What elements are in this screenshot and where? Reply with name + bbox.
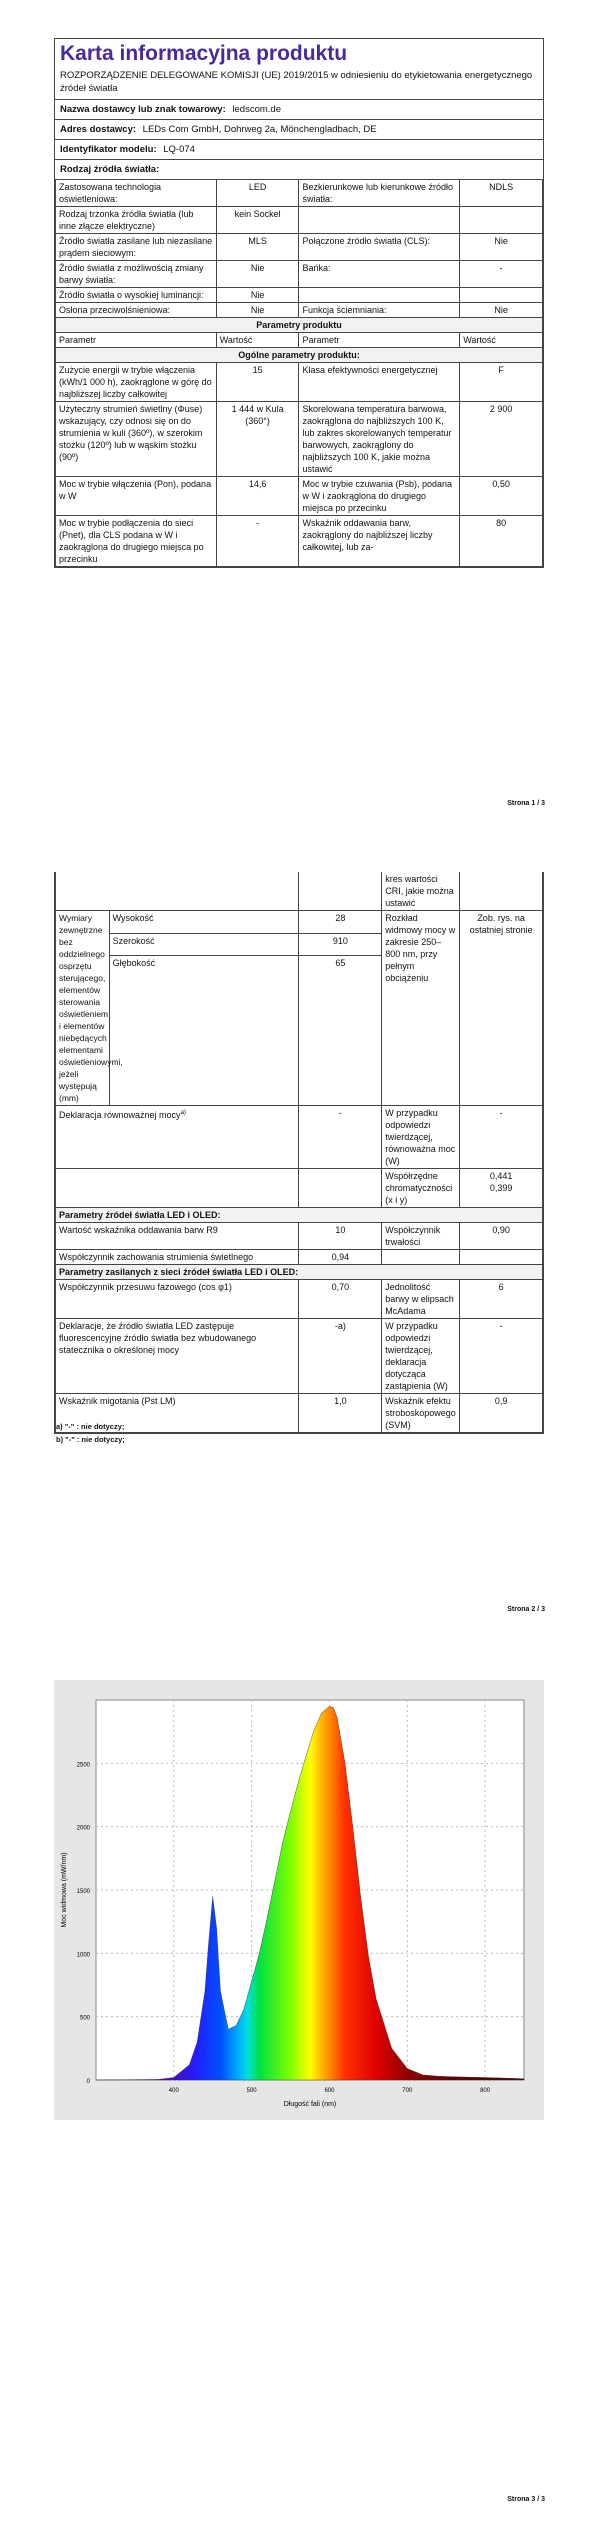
x-tick-label: 500 <box>246 2088 257 2094</box>
page-number: Strona 1 / 3 <box>507 800 545 807</box>
col-param-header-2: Parametr <box>299 333 460 348</box>
param-value: Nie <box>216 288 299 303</box>
x-tick-label: 400 <box>168 2088 179 2094</box>
param-value: MLS <box>216 234 299 261</box>
param-label: Jednolitość barwy w elipsach McAdama <box>382 1280 460 1319</box>
table-row <box>56 477 543 516</box>
page-number: Strona 2 / 3 <box>507 1606 545 1613</box>
model-value: LQ-074 <box>163 144 195 155</box>
param-label <box>299 207 460 234</box>
param-value: 0,50 <box>460 477 543 516</box>
footnote-a: a) "-" : nie dotyczy; <box>56 1422 125 1431</box>
page-2 <box>0 860 595 1650</box>
param-label <box>299 288 460 303</box>
footnotes <box>56 1420 125 1446</box>
supplier-row <box>55 100 543 120</box>
param-label: Klasa efektywności energetycznej <box>299 363 460 402</box>
supplier-value: ledscom.de <box>232 104 281 115</box>
spectrum-chart <box>54 1680 544 2120</box>
param-value: - <box>460 1319 543 1394</box>
param-value <box>460 288 543 303</box>
param-label: Wskaźnik migotania (Pst LM) <box>56 1394 299 1433</box>
address-row <box>55 120 543 140</box>
param-label: Współczynnik trwałości <box>382 1223 460 1250</box>
led-params-header: Parametry źródeł światła LED i OLED: <box>56 1208 543 1223</box>
width-value: 910 <box>299 933 382 956</box>
params-header: Parametry produktu <box>56 318 543 333</box>
page-title: Karta informacyjna produktu <box>60 42 348 65</box>
equiv-power-label: Deklaracja równoważnej mocy$^{a)}$ <box>56 1106 299 1169</box>
param-value: Nie <box>216 303 299 318</box>
param-label: Rodzaj trzonka źródła światła (lub inne złącze elektryczne) <box>56 207 217 234</box>
param-value: LED <box>216 180 299 207</box>
x-tick-label: 600 <box>324 2088 335 2094</box>
product-info-sheet <box>54 38 544 568</box>
table-row <box>56 363 543 402</box>
param-label: Deklaracje, że źródło światła LED zastępuje fluorescencyjne źródło światła bez wbudowanego statecznika o określonej mocy <box>56 1319 299 1394</box>
equiv-power-value: - <box>299 1106 382 1169</box>
width-label: Szerokość <box>109 933 299 956</box>
table-row <box>56 207 543 234</box>
col-value-header-2: Wartość <box>460 333 543 348</box>
page-number: Strona 3 / 3 <box>507 2496 545 2503</box>
param-label: Współczynnik zachowania strumienia świetlnego <box>56 1250 299 1265</box>
regulation-subtitle: ROZPORZĄDZENIE DELEGOWANE KOMISJI (UE) 2019/2015 w odniesieniu do etykietowania energetycznego źródeł światła <box>55 67 543 100</box>
param-value: 6 <box>460 1280 543 1319</box>
param-value: 0,9 <box>460 1394 543 1433</box>
param-value: Nie <box>216 261 299 288</box>
param-label: Użyteczny strumień świetlny (Φuse) wskazujący, czy odnosi się on do strumienia w kuli (360º), w szerokim stożku (120º) lub w wąskim stożku (90º) <box>56 402 217 477</box>
general-params-header: Ogólne parametry produktu: <box>56 348 543 363</box>
param-label: Moc w trybie czuwania (Psb), podana w W i zaokrąglona do drugiego miejsca po przecinku <box>299 477 460 516</box>
param-value: Nie <box>460 234 543 261</box>
x-axis-label: Długość fali (nm) <box>283 2101 337 2108</box>
address-value: LEDs Com GmbH, Dohrweg 2a, Mönchengladbach, DE <box>142 124 377 135</box>
param-label: Współczynnik przesuwu fazowego (cos φ1) <box>56 1280 299 1319</box>
param-value: kein Sockel <box>216 207 299 234</box>
param-value: 1,0 <box>299 1394 382 1433</box>
param-value: -a) <box>299 1319 382 1394</box>
dimensions-label: Wymiary zewnętrzne bez oddzielnego osprzętu sterującego, elementów sterowania oświetleniem i elementów niebędących elementami oświetleniowymi, jeżeli występują (mm) <box>56 911 110 1106</box>
table-row <box>56 1223 543 1250</box>
table-row <box>56 261 543 288</box>
height-label: Wysokość <box>109 911 299 934</box>
table-row <box>56 1280 543 1319</box>
param-value: 0,90 <box>460 1223 543 1250</box>
param-value: 14,6 <box>216 477 299 516</box>
y-tick-label: 2000 <box>76 1825 90 1832</box>
param-label: Połączone źródło światła (CLS): <box>299 234 460 261</box>
param-label: Zastosowana technologia oświetleniowa: <box>56 180 217 207</box>
table-row <box>56 1250 543 1265</box>
col-param-header: Parametr <box>56 333 217 348</box>
equiv-power2-value: - <box>460 1106 543 1169</box>
table-row <box>56 234 543 261</box>
spectrum-value: Zob. rys. na ostatniej stronie <box>460 911 543 1106</box>
product-info-sheet-cont <box>54 872 544 1434</box>
height-value: 28 <box>299 911 382 934</box>
param-value: 0,70 <box>299 1280 382 1319</box>
param-value: NDLS <box>460 180 543 207</box>
table-row <box>56 516 543 567</box>
param-value: F <box>460 363 543 402</box>
param-label <box>382 1250 460 1265</box>
y-tick-label: 2500 <box>76 1762 90 1769</box>
param-label: Źródło światła zasilane lub niezasilane prądem sieciowym: <box>56 234 217 261</box>
param-value: 1 444 w Kula (360°) <box>216 402 299 477</box>
param-label: W przypadku odpowiedzi twierdzącej, deklaracja dotycząca zastąpienia (W) <box>382 1319 460 1394</box>
param-label: Moc w trybie włączenia (Pon), podana w W <box>56 477 217 516</box>
spectrum-svg <box>54 1680 544 2120</box>
y-tick-label: 500 <box>79 2015 90 2022</box>
spectrum-label: Rozkład widmowy mocy w zakresie 250–800 nm, przy pełnym obciążeniu <box>382 911 460 1106</box>
model-row <box>55 140 543 160</box>
x-tick-label: 700 <box>402 2088 413 2094</box>
y-tick-label: 1500 <box>76 1889 90 1895</box>
param-label: Bańka: <box>299 261 460 288</box>
dimensions-table <box>55 872 543 1433</box>
param-label: Bezkierunkowe lub kierunkowe źródło światła: <box>299 180 460 207</box>
param-label: Wskaźnik oddawania barw, zaokrąglony do najbliższej liczby całkowitej, lub za- <box>299 516 460 567</box>
cri-continued: kres wartości CRI, jakie można ustawić <box>382 872 460 911</box>
param-label: Funkcja ściemniania: <box>299 303 460 318</box>
table-row <box>56 303 543 318</box>
depth-value: 65 <box>299 956 382 1106</box>
param-value: 15 <box>216 363 299 402</box>
table-row <box>56 288 543 303</box>
chroma-label: Współrzędne chromatyczności (x i y) <box>382 1169 460 1208</box>
param-label: Moc w trybie podłączenia do sieci (Pnet), dla CLS podana w W i zaokrąglona do drugiego miejsca po przecinku <box>56 516 217 567</box>
source-type-heading: Rodzaj źródła światła: <box>60 164 160 175</box>
table-row <box>56 1319 543 1394</box>
col-value-header: Wartość <box>216 333 299 348</box>
y-axis-label: Moc widmowa (mW/nm) <box>61 1852 68 1928</box>
page-1 <box>0 0 595 840</box>
supplier-label: Nazwa dostawcy lub znak towarowy: <box>60 104 226 115</box>
table-row <box>56 180 543 207</box>
param-value <box>460 207 543 234</box>
depth-label: Głębokość <box>109 956 299 1106</box>
source-type-table <box>55 179 543 567</box>
param-value: 0,94 <box>299 1250 382 1265</box>
param-label: Wartość wskaźnika oddawania barw R9 <box>56 1223 299 1250</box>
param-value: 10 <box>299 1223 382 1250</box>
footnote-b: b) "-" : nie dotyczy; <box>56 1435 125 1444</box>
param-value: Nie <box>460 303 543 318</box>
mains-params-header: Parametry zasilanych z sieci źródeł światła LED i OLED: <box>56 1265 543 1280</box>
param-label: Wskaźnik efektu stroboskopowego (SVM) <box>382 1394 460 1433</box>
param-value: 80 <box>460 516 543 567</box>
param-value: 2 900 <box>460 402 543 477</box>
param-value: - <box>216 516 299 567</box>
param-label: Osłona przeciwolśnieniowa: <box>56 303 217 318</box>
param-value <box>460 1250 543 1265</box>
address-label: Adres dostawcy: <box>60 124 137 135</box>
param-label: Źródło światła o wysokiej luminancji: <box>56 288 217 303</box>
table-row <box>56 1394 543 1433</box>
y-tick-label: 0 <box>86 2079 90 2085</box>
param-label: Zużycie energii w trybie włączenia (kWh/1 000 h), zaokrąglone w górę do najbliższej liczby całkowitej <box>56 363 217 402</box>
param-label: Źródło światła z możliwością zmiany barwy światła: <box>56 261 217 288</box>
table-row <box>56 402 543 477</box>
equiv-power2-label: W przypadku odpowiedzi twierdzącej, równoważna moc (W) <box>382 1106 460 1169</box>
model-label: Identyfikator modelu: <box>60 144 157 155</box>
param-value: - <box>460 261 543 288</box>
page-3 <box>0 1660 595 2526</box>
chroma-value: 0,441 0,399 <box>460 1169 543 1208</box>
x-tick-label: 800 <box>480 2088 491 2094</box>
y-tick-label: 1000 <box>76 1952 90 1959</box>
param-label: Skorelowana temperatura barwowa, zaokrąglona do najbliższych 100 K, lub zakres skorelowanych temperatur barwowych, zaokrąglony do najbliższych 100 K, jakie można ustawić <box>299 402 460 477</box>
